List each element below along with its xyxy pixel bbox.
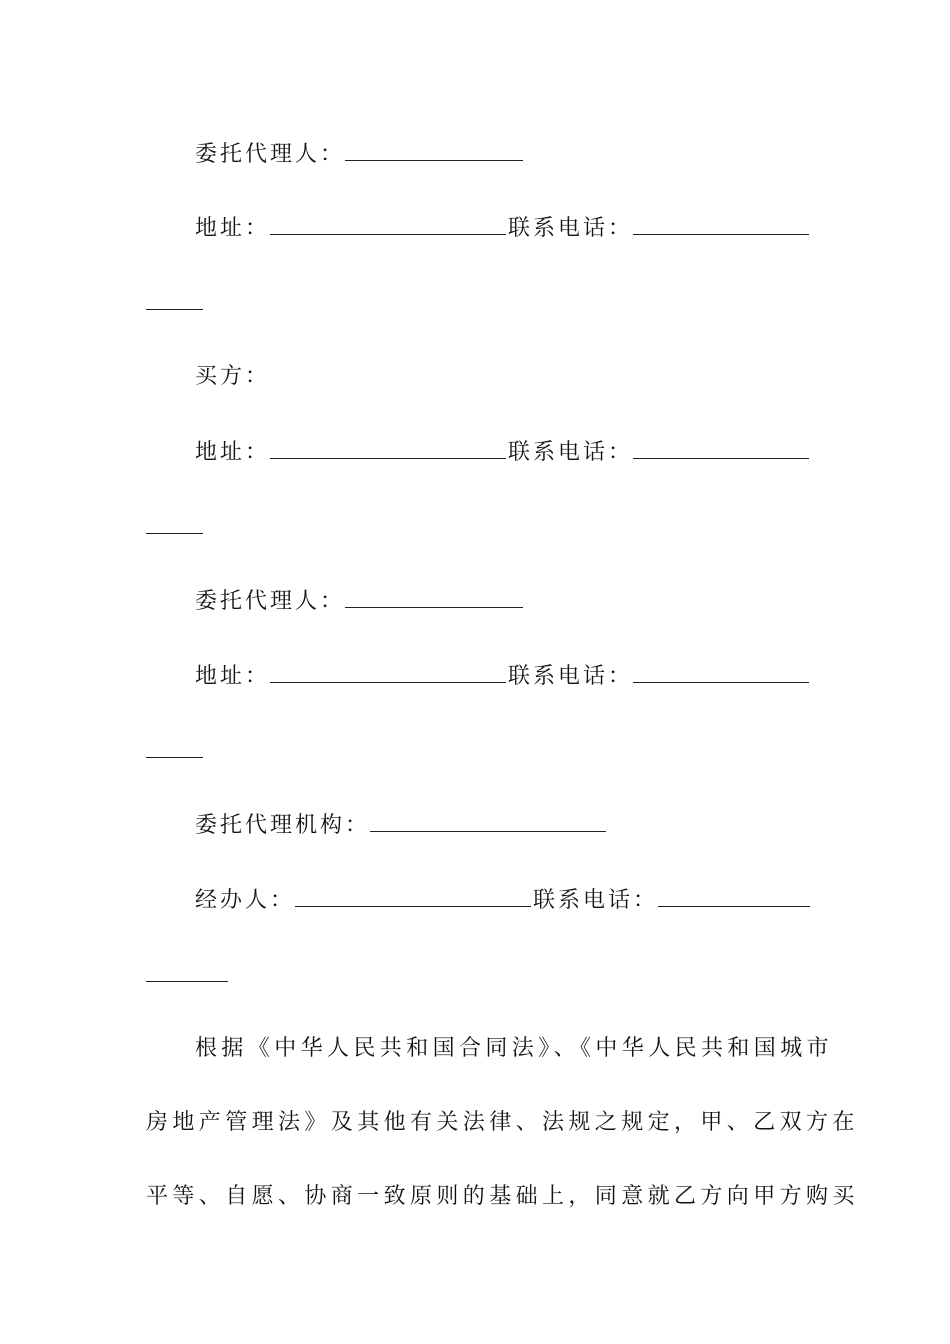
seller-agent-row (195, 138, 525, 170)
phone-label: 联系电话： (508, 440, 634, 465)
seller-agent-label: 委托代理人： (195, 142, 346, 167)
phone-blank-continuation (146, 532, 203, 534)
buyer-row (195, 362, 270, 392)
seller-agent-blank[interactable] (345, 138, 523, 161)
buyer-agent-row (195, 585, 525, 617)
handler-label: 经办人： (195, 888, 296, 913)
address-label: 地址： (195, 440, 271, 465)
body-text-line-3: 平等、自愿、协商一致原则的基础上，同意就乙方向甲方购买 (146, 1184, 859, 1209)
address-blank[interactable] (270, 436, 506, 459)
phone-label: 联系电话： (508, 216, 634, 241)
buyer-label: 买方： (195, 364, 271, 389)
phone-blank[interactable] (633, 436, 809, 459)
phone-blank-continuation (146, 980, 228, 982)
phone-blank[interactable] (658, 884, 810, 907)
handler-blank[interactable] (295, 884, 531, 907)
body-text-line-1: 根据《中华人民共和国合同法》、《中华人民共和国城市 (195, 1036, 834, 1061)
agency-blank[interactable] (370, 809, 606, 832)
address-label: 地址： (195, 216, 271, 241)
phone-label: 联系电话： (508, 664, 634, 689)
buyer-contact-row (195, 436, 811, 468)
phone-blank[interactable] (633, 660, 809, 683)
address-label: 地址： (195, 664, 271, 689)
body-text-line-2: 房地产管理法》及其他有关法律、法规之规定，甲、乙双方在 (146, 1110, 859, 1135)
address-blank[interactable] (270, 660, 506, 683)
address-blank[interactable] (270, 212, 506, 235)
seller-agent-contact-row (195, 212, 811, 244)
handler-row (195, 884, 812, 916)
phone-blank[interactable] (633, 212, 809, 235)
phone-blank-continuation (146, 308, 203, 310)
agency-row (195, 809, 608, 841)
phone-blank-continuation (146, 756, 203, 758)
phone-label: 联系电话： (533, 888, 659, 913)
buyer-agent-blank[interactable] (345, 585, 523, 608)
buyer-agent-label: 委托代理人： (195, 589, 346, 614)
agency-label: 委托代理机构： (195, 813, 371, 838)
buyer-agent-contact-row (195, 660, 811, 692)
